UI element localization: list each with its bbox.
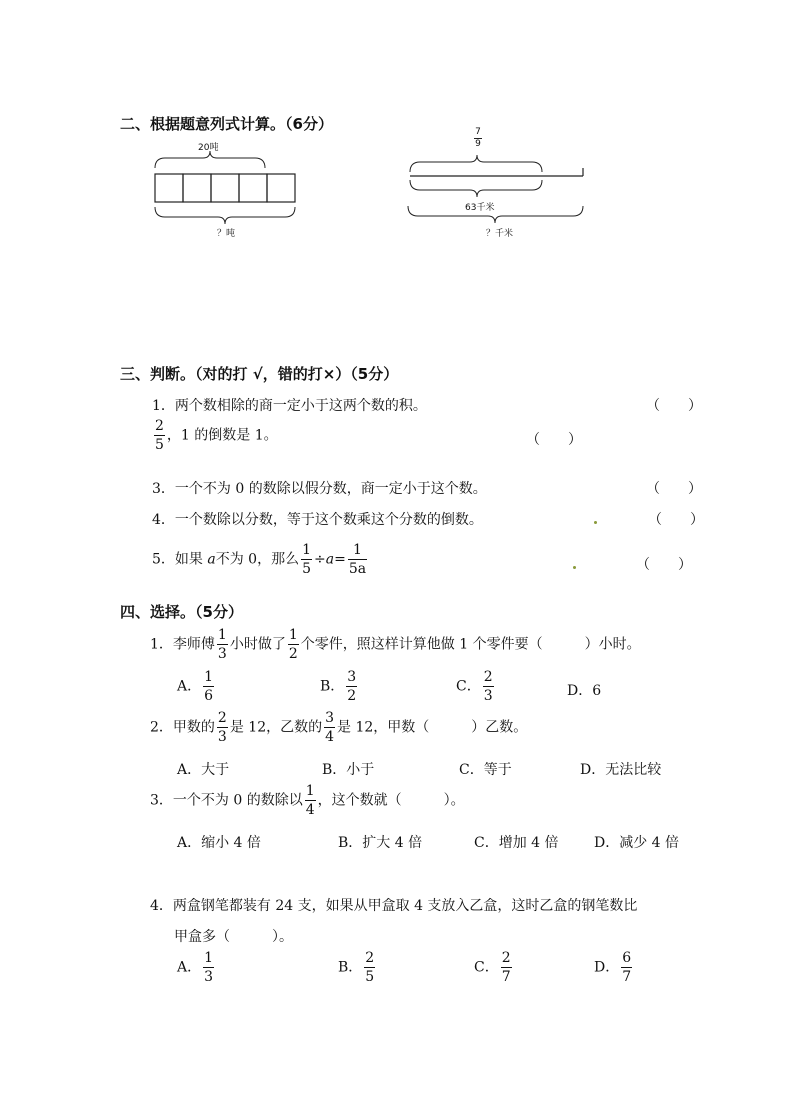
q3-option-c[interactable]: C．增加 4 倍 [474, 835, 559, 851]
q1-option-a[interactable]: A． $\frac{1}{6}$ [177, 669, 214, 704]
judge-item-3-paren[interactable]: （ ） [646, 481, 702, 497]
q4-option-c[interactable]: C． $\frac{2}{7}$ [474, 950, 511, 985]
judge-item-2-fraction: $\frac{2}{5}$ [155, 418, 164, 453]
judge-item-5: 5．如果 a不为 0，那么 $\frac{1}{5}$ ÷a= $\frac{1}{5a}$ [152, 542, 367, 577]
q3-option-b[interactable]: B．扩大 4 倍 [338, 835, 423, 851]
judge-item-2-paren[interactable]: （ ） [526, 432, 582, 448]
stray-mark-2 [573, 566, 576, 569]
q2-option-c[interactable]: C．等于 [459, 762, 512, 778]
q2-option-d[interactable]: D．无法比较 [580, 762, 662, 778]
q1-option-c[interactable]: C． $\frac{2}{3}$ [456, 669, 493, 704]
section-4-title: 四、选择。（5分） [120, 603, 243, 621]
judge-item-4: 4．一个数除以分数，等于这个数乘这个分数的倒数。 [152, 512, 483, 528]
section-2-title: 二、根据题意列式计算。（6分） [120, 115, 333, 133]
diagram2-fraction-den: 9 [475, 139, 481, 149]
judge-item-3: 3．一个不为 0 的数除以假分数，商一定小于这个数。 [152, 481, 487, 497]
choice-q3: 3．一个不为 0 的数除以 $\frac{1}{4}$ ，这个数就（ ）。 [150, 783, 465, 818]
diagram1-bottom-label: ？吨 [217, 229, 236, 239]
q1-option-b[interactable]: B． $\frac{3}{2}$ [320, 669, 357, 704]
q4-option-b[interactable]: B． $\frac{2}{5}$ [338, 950, 375, 985]
diagram2-fraction-num: 7 [475, 127, 481, 137]
choice-q1: 1．李师傅 $\frac{1}{3}$ 小时做了 $\frac{1}{2}$ 个零件，照这样计算他做 1 个零件要（ ）小时。 [150, 627, 641, 662]
stray-mark [594, 521, 597, 524]
judge-item-1-paren[interactable]: （ ） [646, 398, 702, 414]
q4-option-d[interactable]: D． $\frac{6}{7}$ [594, 950, 632, 985]
judge-item-1: 1．两个数相除的商一定小于这两个数的积。 [152, 398, 427, 414]
q1-option-d[interactable]: D．6 [567, 683, 602, 699]
q2-option-a[interactable]: A．大于 [177, 762, 230, 778]
choice-q4-line1: 4．两盒钢笔都装有 24 支，如果从甲盒取 4 支放入乙盒，这时乙盒的钢笔数比 [150, 898, 638, 914]
choice-q4-line2: 甲盒多（ ）。 [174, 929, 293, 945]
judge-item-4-paren[interactable]: （ ） [648, 512, 704, 528]
q2-option-b[interactable]: B．小于 [322, 762, 375, 778]
diagram1-top-label: 20吨 [198, 143, 219, 153]
diagram2-middle-label: 63千米 [465, 203, 495, 213]
section-3-title: 三、判断。（对的打 √，错的打×）（5分） [120, 365, 399, 383]
diagram2-brace-bottom [0, 0, 790, 260]
judge-item-5-paren[interactable]: （ ） [636, 557, 692, 573]
choice-q2: 2．甲数的 $\frac{2}{3}$ 是 12，乙数的 $\frac{3}{4}$ 是 12，甲数（ ）乙数。 [150, 710, 528, 745]
q3-option-a[interactable]: A．缩小 4 倍 [177, 835, 261, 851]
q4-option-a[interactable]: A． $\frac{1}{3}$ [177, 950, 214, 985]
judge-item-2: $\frac{2}{5}$ ，1 的倒数是 1。 [155, 418, 278, 453]
diagram2-bottom-label: ？千米 [486, 229, 514, 239]
q3-option-d[interactable]: D．减少 4 倍 [594, 835, 680, 851]
